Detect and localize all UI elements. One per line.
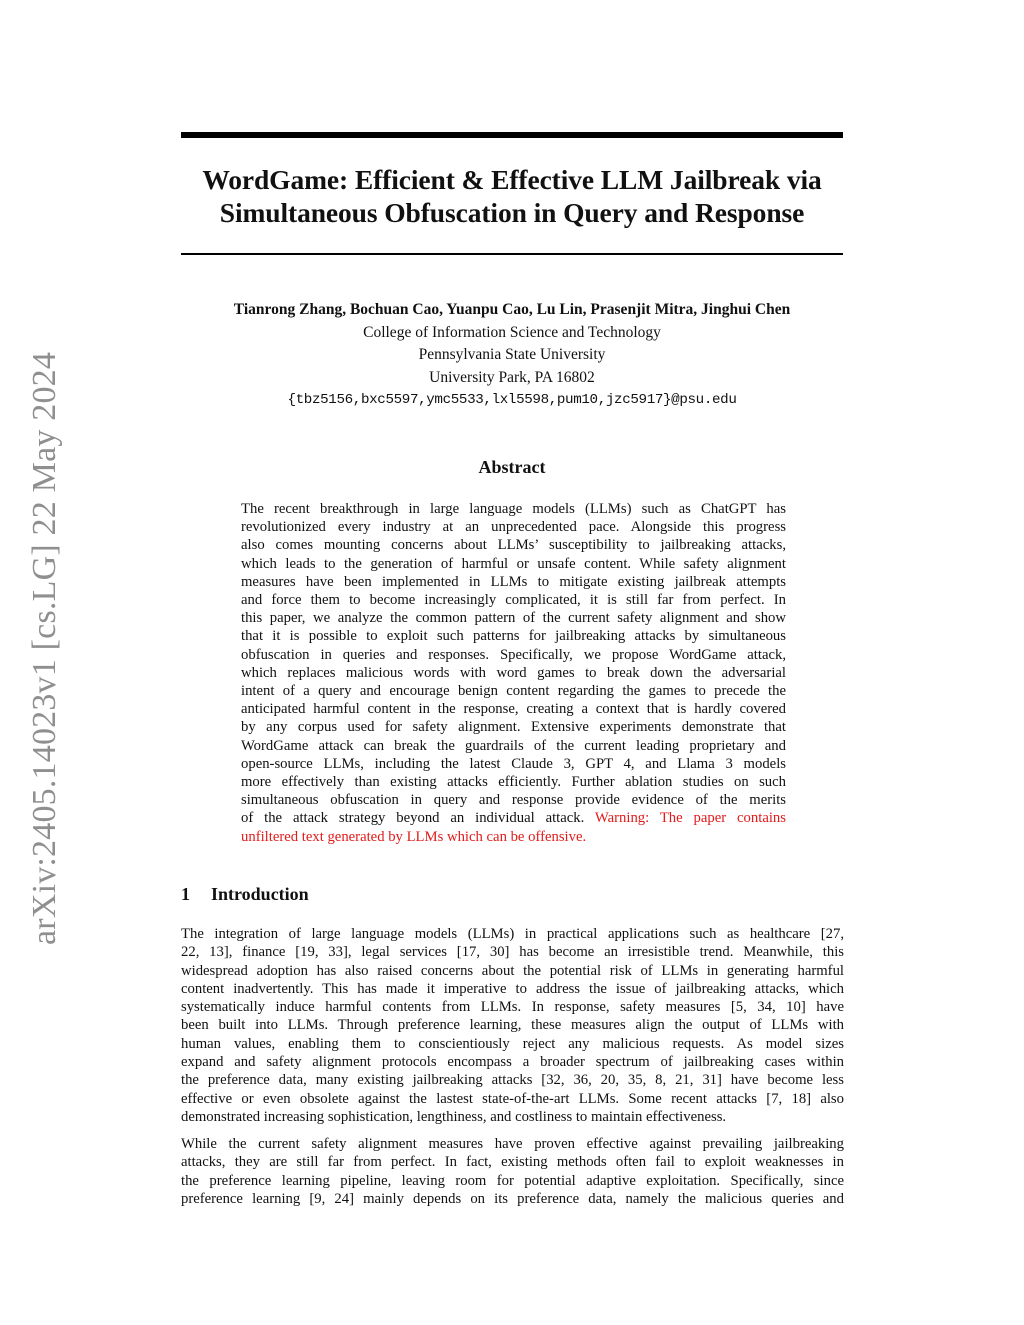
- paragraph-line: systematically induce harmful contents from LLMs. In response, safety measures [5, 34, 10] have: [181, 999, 844, 1016]
- title-top-rule: [181, 132, 843, 138]
- title-line: WordGame: Efficient & Effective LLM Jailbreak via: [202, 164, 822, 195]
- abstract-line: obfuscation in queries and responses. Specifically, we propose WordGame attack,: [241, 646, 786, 663]
- paragraph-line: been built into LLMs. Through preference learning, these measures align the output of LLMs with: [181, 1017, 844, 1034]
- introduction-paragraph-2: [181, 1135, 844, 1208]
- abstract-line: which replaces malicious words with word games to break down the adversarial: [241, 664, 786, 681]
- paragraph-line: attacks, they are still far from perfect. In fact, existing methods often fail to exploit weaknesses in: [181, 1154, 844, 1171]
- paragraph-line: human values, enabling them to conscientiously reject any malicious requests. As model sizes: [181, 1035, 844, 1052]
- paragraph-line: the preference data, many existing jailbreaking attacks [32, 36, 20, 35, 8, 21, 31] have become less: [181, 1072, 844, 1089]
- author-address: University Park, PA 16802: [429, 368, 595, 386]
- paragraph-line: expand and safety alignment protocols encompass a broader spectrum of jailbreaking cases within: [181, 1054, 844, 1071]
- abstract-line: anticipated harmful content in the response, creating a context that is hardly covered: [241, 701, 786, 718]
- paper-title: [160, 163, 864, 229]
- paragraph-line: the preference learning pipeline, leaving room for potential adaptive exploitation. Specifically, since: [181, 1172, 844, 1189]
- author-affiliation-university: Pennsylvania State University: [418, 346, 606, 363]
- warning-text: Warning: The paper contains: [594, 810, 786, 827]
- introduction-paragraph-1: [181, 925, 844, 1126]
- abstract-line: by any corpus used for safety alignment. Extensive experiments demonstrate that: [241, 719, 786, 736]
- section-number: 1: [181, 884, 190, 904]
- abstract-line-text: of the attack strategy beyond an individual attack.: [241, 810, 595, 827]
- paragraph-line: 22, 13], finance [19, 33], legal services [17, 30] has become an irresistible trend. Meanwhile, this: [181, 944, 844, 961]
- author-affiliation-college: College of Information Science and Technology: [363, 323, 661, 341]
- abstract-line: more effectively than existing attacks efficiently. Further ablation studies on such: [241, 774, 786, 791]
- abstract-line: simultaneous obfuscation in query and response provide evidence of the merits: [241, 792, 786, 809]
- abstract-line: this paper, we analyze the common pattern of the current safety alignment and show: [241, 610, 786, 627]
- abstract-line: revolutionized every industry at an unprecedented pace. Alongside this progress: [241, 519, 786, 536]
- paragraph-line: preference learning [9, 24] mainly depends on its preference data, namely the malicious queries and: [181, 1190, 844, 1207]
- paragraph-line: content inadvertently. This has made it imperative to address the issue of jailbreaking attacks, which: [181, 980, 844, 997]
- abstract-body: [241, 500, 786, 846]
- paragraph-line: effective or even obsolete against the lastest state-of-the-art LLMs. Some recent attacks [7, 18] also: [181, 1090, 844, 1107]
- author-names: Tianrong Zhang, Bochuan Cao, Yuanpu Cao, Lu Lin, Prasenjit Mitra, Jinghui Chen: [233, 301, 791, 318]
- title-line: Simultaneous Obfuscation in Query and Response: [219, 197, 805, 228]
- abstract-line-warning-start: [241, 809, 786, 827]
- author-emails: {tbz5156,bxc5597,ymc5533,lxl5598,pum10,jzc5917}@psu.edu: [287, 392, 737, 408]
- abstract-line: open-source LLMs, including the latest Claude 3, GPT 4, and Llama 3 models: [241, 755, 786, 772]
- title-bottom-rule: [181, 253, 843, 255]
- paragraph-line: widespread adoption has also raised concerns about the potential risk of LLMs in generating harmful: [181, 962, 844, 979]
- abstract-line: The recent breakthrough in large language models (LLMs) such as ChatGPT has: [241, 501, 786, 517]
- section-title: Introduction: [211, 884, 309, 904]
- abstract-line: that it is possible to exploit such patterns for jailbreaking attacks by simultaneous: [241, 628, 786, 645]
- author-block: [160, 299, 864, 412]
- abstract-heading: Abstract: [478, 457, 546, 477]
- abstract-line: WordGame attack can break the guardrails of the current leading proprietary and: [241, 737, 786, 754]
- section-heading-introduction: [181, 882, 309, 906]
- warning-text-continued: unfiltered text generated by LLMs which can be offensive.: [241, 828, 587, 845]
- abstract-line: intent of a query and encourage benign content regarding the games to precede the: [241, 683, 786, 700]
- paragraph-line: The integration of large language models (LLMs) in practical applications such as healthcare [27,: [181, 926, 844, 942]
- abstract-line: and force them to become increasingly complicated, it is still far from perfect. In: [241, 592, 786, 609]
- abstract-line: which leads to the generation of harmful or unsafe content. While safety alignment: [241, 555, 786, 572]
- paragraph-line: demonstrated increasing sophistication, lengthiness, and costliness to maintain effectiveness.: [181, 1108, 727, 1125]
- abstract-line: measures have been implemented in LLMs to mitigate existing jailbreak attempts: [241, 573, 786, 590]
- paragraph-line: While the current safety alignment measures have proven effective against prevailing jailbreaking: [181, 1136, 844, 1152]
- abstract-line: also comes mounting concerns about LLMs’ susceptibility to jailbreaking attacks,: [241, 537, 786, 554]
- arxiv-side-identifier: arXiv:2405.14023v1 [cs.LG] 22 May 2024: [26, 351, 63, 945]
